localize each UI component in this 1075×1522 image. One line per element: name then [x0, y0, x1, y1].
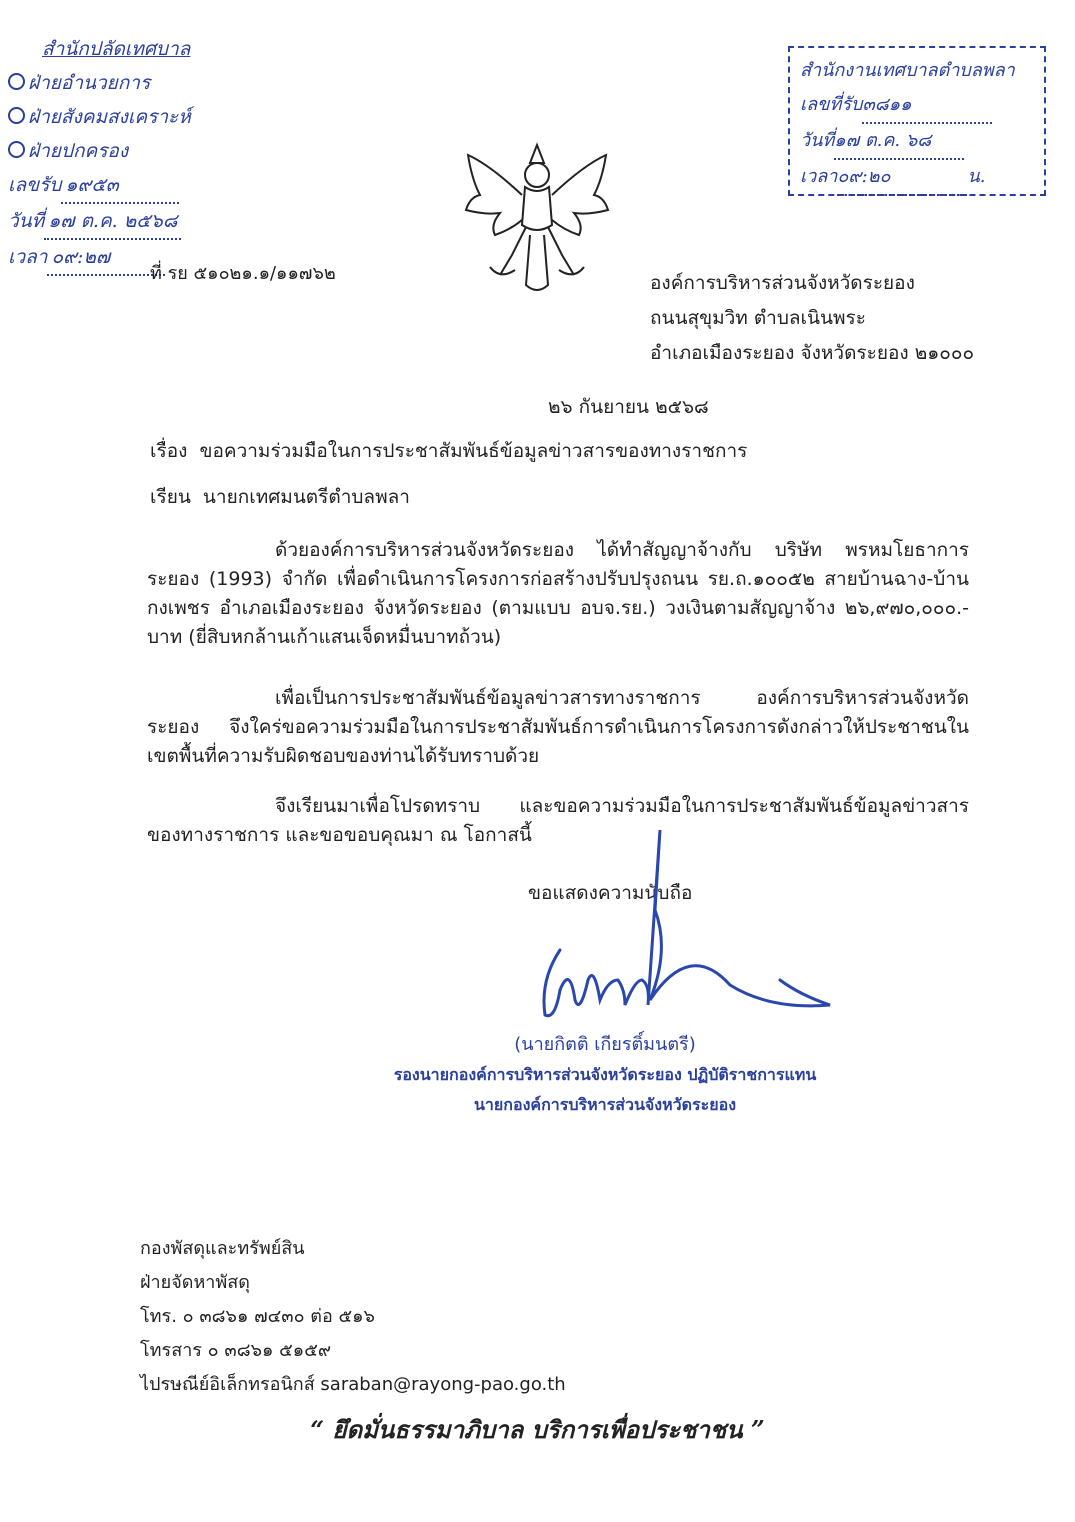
signer-title: รองนายกองค์การบริหารส่วนจังหวัดระยอง ปฏิบัติราชการแทน: [393, 1065, 817, 1084]
contact-footer: [140, 1232, 566, 1402]
signer-title: นายกองค์การบริหารส่วนจังหวัดระยอง: [473, 1095, 737, 1114]
subject-text: ขอความร่วมมือในการประชาสัมพันธ์ข้อมูลข่าวสารของทางราชการ: [199, 440, 748, 462]
stamp-value: ๐๙:๒๗: [47, 240, 165, 276]
stamp-label: เลขที่รับ: [800, 94, 863, 115]
signature-icon: [530, 830, 850, 1030]
stamp-option-label: ฝ่ายสังคมสงเคราะห์: [28, 106, 191, 128]
stamp-label: วันที่: [800, 130, 835, 151]
stamp-value: ๐๙:๒๐: [837, 160, 967, 196]
stamp-label: วันที่: [8, 210, 45, 232]
stamp-suffix: น.: [967, 166, 986, 187]
footer-fax: โทรสาร ๐ ๓๘๖๑ ๕๑๕๙: [140, 1340, 332, 1361]
circle-icon: [8, 141, 25, 158]
stamp-value: ๓๘๑๑: [862, 88, 992, 124]
salutation-line: [150, 482, 410, 512]
stamp-option: [8, 134, 223, 168]
stamp-value: ๑๗ ต.ค. ๖๘: [834, 124, 964, 160]
stamp-receipt-row: [8, 168, 223, 204]
stamp-option-label: ฝ่ายปกครอง: [28, 140, 129, 162]
right-receipt-stamp: [788, 46, 1046, 196]
salutation-text: นายกเทศมนตรีตำบลพลา: [202, 486, 410, 508]
stamp-option: [8, 100, 223, 134]
footer-section: ฝ่ายจัดหาพัสดุ: [140, 1272, 250, 1293]
signer-block: [380, 1030, 830, 1120]
stamp-option: [8, 66, 223, 100]
body-paragraph: [147, 536, 969, 652]
stamp-value: ๑๗ ต.ค. ๒๕๖๘: [44, 204, 181, 240]
paragraph-text: จึงเรียนมาเพื่อโปรดทราบ และขอความร่วมมือในการประชาสัมพันธ์ข้อมูลข่าวสารของทางราชการ และขอขอบคุณมา ณ โอกาสนี้: [147, 795, 969, 846]
letter-date: ๒๖ กันยายน ๒๕๖๘: [548, 396, 709, 418]
footer-division: กองพัสดุและทรัพย์สิน: [140, 1238, 305, 1259]
sender-address: [650, 266, 974, 371]
paragraph-text: เพื่อเป็นการประชาสัมพันธ์ข้อมูลข่าวสารทางราชการ องค์การบริหารส่วนจังหวัดระยอง จึงใคร่ขอความร่วมมือในการประชาสัมพันธ์การดำเนินการโครงการดังกล่าวให้ประชาชนในเขตพื้นที่ความรับผิดชอบของท่านได้รับทราบด้วย: [147, 687, 969, 767]
salutation-label: เรียน: [150, 486, 191, 508]
footer-email: ไปรษณีย์อิเล็กทรอนิกส์ saraban@rayong-pao.go.th: [140, 1374, 566, 1395]
stamp-date-row: [800, 124, 1034, 160]
stamp-time-row: [800, 160, 1034, 196]
closing-text: ขอแสดงความนับถือ: [528, 882, 693, 904]
stamp-label: เลขรับ: [8, 174, 62, 196]
footer-tel: โทร. ๐ ๓๘๖๑ ๗๔๓๐ ต่อ ๕๑๖: [140, 1306, 375, 1327]
address-line: องค์การบริหารส่วนจังหวัดระยอง: [650, 272, 915, 294]
stamp-value: ๑๙๕๓: [61, 168, 179, 204]
circle-icon: [8, 107, 25, 124]
left-receipt-stamp: [8, 32, 223, 276]
subject-line: [150, 436, 747, 466]
stamp-label: เวลา: [8, 246, 48, 268]
stamp-title: สำนักปลัดเทศบาล: [42, 38, 191, 60]
address-line: ถนนสุขุมวิท ตำบลเนินพระ: [650, 307, 866, 329]
signer-name: (นายกิตติ เกียรติ์มนตรี): [514, 1034, 696, 1055]
stamp-date-row: [8, 204, 223, 240]
subject-label: เรื่อง: [150, 440, 188, 462]
reference-number: ที่ รย ๕๑๐๒๑.๑/๑๑๗๖๒: [150, 263, 336, 284]
paragraph-text: ด้วยองค์การบริหารส่วนจังหวัดระยอง ได้ทำสัญญาจ้างกับ บริษัท พรหมโยธาการ ระยอง (1993) จำกัด เพื่อดำเนินการโครงการก่อสร้างปรับปรุงถนน รย.ถ.๑๐๐๕๒ สายบ้านฉาง-บ้านกงเพชร อำเภอเมืองระยอง จังหวัดระยอง (ตามแบบ อบจ.รย.) วงเงินตามสัญญาจ้าง ๒๖,๙๗๐,๐๐๐.- บาท (ยี่สิบหกล้านเก้าแสนเจ็ดหมื่นบาทถ้วน): [147, 539, 969, 648]
stamp-option-label: ฝ่ายอำนวยการ: [28, 72, 151, 94]
address-line: อำเภอเมืองระยอง จังหวัดระยอง ๒๑๐๐๐: [650, 342, 975, 364]
stamp-label: เวลา: [800, 166, 838, 187]
circle-icon: [8, 73, 25, 90]
garuda-emblem-icon: [460, 135, 615, 300]
stamp-receipt-row: [800, 88, 1034, 124]
stamp-title: สำนักงานเทศบาลตำบลพลา: [800, 60, 1015, 81]
body-paragraph: [147, 684, 969, 771]
motto: “ ยึดมั่นธรรมาภิบาล บริการเพื่อประชาชน ”: [310, 1415, 765, 1444]
